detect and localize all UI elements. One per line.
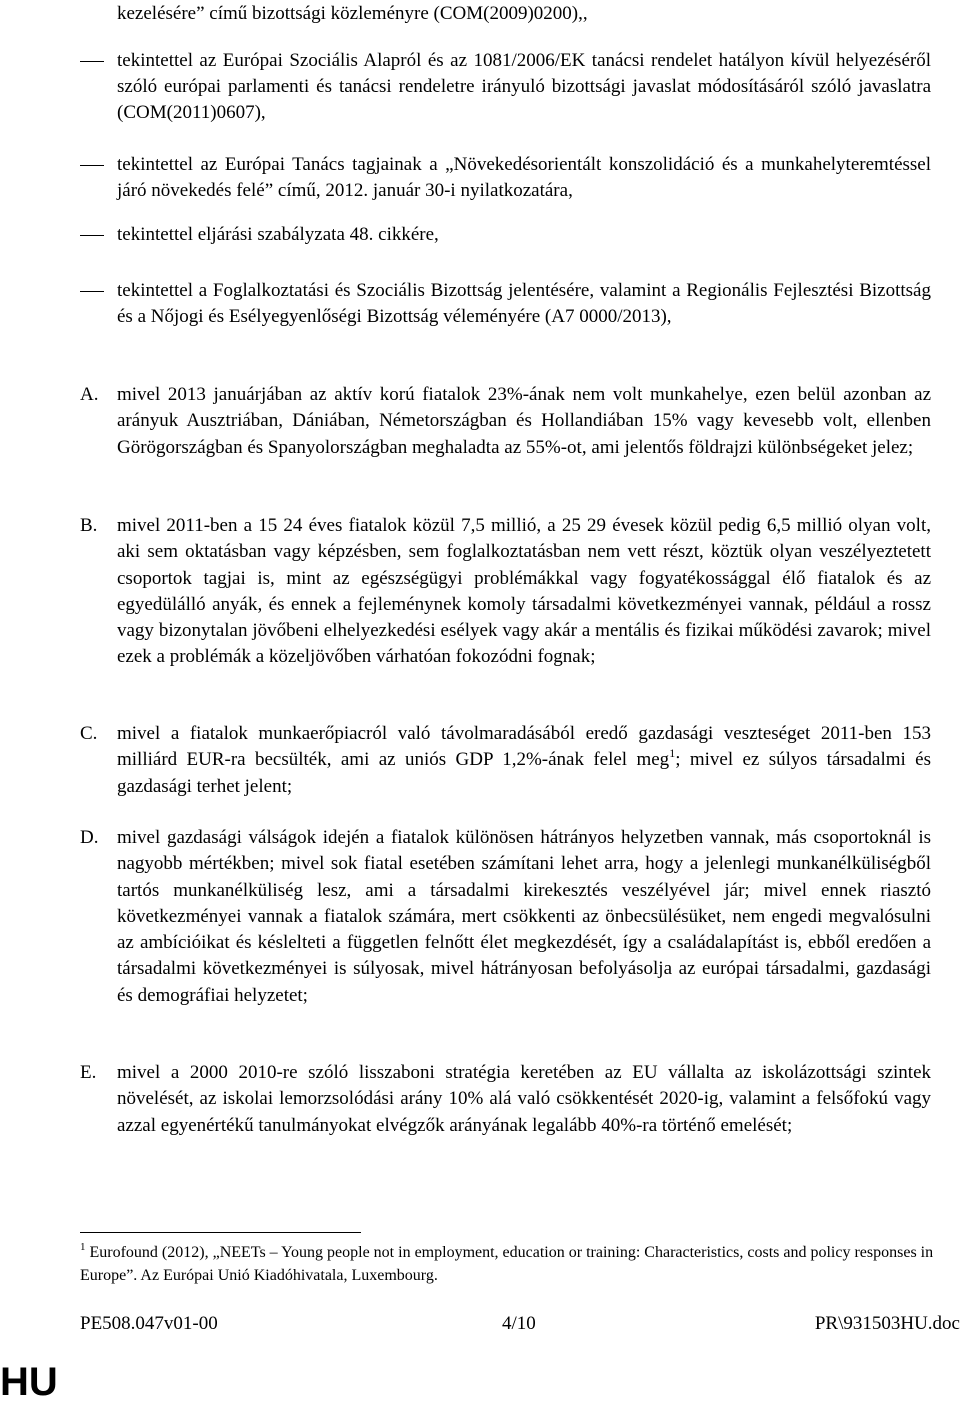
recital-letter: D. [80, 827, 99, 848]
footnote [80, 1241, 940, 1287]
recital-letter: A. [80, 384, 99, 405]
citation-text: tekintettel az Európai Tanács tagjainak a „Növekedésorientált konszolidáció és a munkahelyteremtéssel járó növekedés felé” című, 2012. január 30-i nyilatkozatára, [117, 154, 931, 201]
footer-file-name: PR\931503HU.doc [814, 1313, 960, 1334]
recital-text: mivel 2011-ben a 15 24 éves fiatalok közül 7,5 millió, a 25 29 évesek közül pedig 6,5 millió olyan volt, aki sem oktatásban vagy képzésben, sem foglalkoztatásban nem vett részt, köztük olyan veszélyeztetett csoportok tagjai is, mint az egészségügyi problémákkal vagy fogyatékossággal élő fiatalok és az egyedülálló anyák, és ennek a fejleménynek komoly társadalmi következményei vannak, például a rossz vagy bizonytalan jövőbeni elhelyezkedési esélyek vagy akár a mentális és fizikai működési zavarok; mivel ezek a problémák a közeljövőben várhatóan fokozódni fognak; [117, 515, 931, 668]
citation-text: tekintettel az Európai Szociális Alapról és az 1081/2006/EK tanácsi rendelet hatályon kívül helyezéséről szóló európai parlamenti és tanácsi rendeletre irányuló bizottsági javaslat módosításáról szóló javaslatra (COM(2011)0607), [117, 50, 931, 123]
recital-letter: C. [80, 723, 98, 744]
recital-letter: B. [80, 515, 98, 536]
language-code: HU [0, 1360, 58, 1404]
recital-text: mivel 2013 januárjában az aktív korú fiatalok 23%-ának nem volt munkahelye, ezen belül azonban az arányuk Ausztriában, Dániában, Németországban és Hollandiában 15% vagy kevesebb volt, ellenben Görögországban és Spanyolországban meghaladta az 55%-ot, ami jelentős földrajzi különbségeket jelez; [117, 384, 931, 458]
footnote-reference[interactable]: 1 [669, 745, 676, 760]
dash-bullet [80, 291, 104, 292]
citation-text: tekintettel eljárási szabályzata 48. cikkére, [117, 224, 439, 245]
recital-text [117, 721, 931, 800]
footer-doc-ref: PE508.047v01-00 [80, 1313, 218, 1334]
footnote-number: 1 [80, 1240, 86, 1253]
dash-bullet [80, 235, 104, 236]
dash-bullet [80, 165, 104, 166]
recital-letter: E. [80, 1062, 97, 1083]
footnote-text: Eurofound (2012), „NEETs – Young people not in employment, education or training: Characteristics, costs and policy responses in Europe”. Az Európai Unió Kiadóhivatala, Luxembourg. [80, 1244, 934, 1284]
continuation-line: kezelésére” című bizottsági közleményre (COM(2009)0200),, [117, 3, 588, 24]
recital-text: mivel a 2000 2010-re szóló lisszaboni stratégia keretében az EU vállalta az iskolázottsági szintek növelését, az iskolai lemorzsolódási arány 10% alá való csökkentését 2020-ig, valamint a felsőfokú vagy azzal egyenértékű tanulmányokat elvégzők arányának legalább 40%-ra történő emelését; [117, 1062, 931, 1136]
recital-text-part: mivel a fiatalok munkaerőpiacról való távolmaradásából eredő gazdasági veszteséget 2011-ben 153 milliárd EUR-ra becsülték, ami az uniós GDP 1,2%-ának felel meg [117, 723, 931, 771]
footnote-separator [80, 1232, 361, 1233]
recital-text: mivel gazdasági válságok idején a fiatalok különösen hátrányos helyzetben vannak, más csoportoknál is nagyobb mértékben; mivel sok fiatal esetében számítani lehet arra, hogy a jelenlegi munkanélküliségből tartós munkanélküliség lesz, ami a társadalmi kirekesztés veszélyével jár; mivel ennek riasztó következményei vannak a fiatalok számára, mert csökkenti az önbecsülésüket, nem engedi megvalósulni az ambícióikat és késlelteti a független felnőtt élet megkezdését, így a családalapítást is, ebből eredően a társadalmi következményei is súlyosak, mivel hátrányosan befolyásolja az európai társadalmi, gazdasági és demográfiai helyzetet; [117, 827, 931, 1006]
citation-text: tekintettel a Foglalkoztatási és Szociális Bizottság jelentésére, valamint a Regionális Fejlesztési Bizottság és a Nőjogi és Esélyegyenlőségi Bizottság véleményére (A7 0000/2013), [117, 280, 931, 327]
dash-bullet [80, 61, 104, 62]
footer-page-number: 4/10 [502, 1313, 536, 1334]
recital-text-part: ; mivel ez súlyos társadalmi és gazdasági terhet jelent; [117, 749, 932, 797]
